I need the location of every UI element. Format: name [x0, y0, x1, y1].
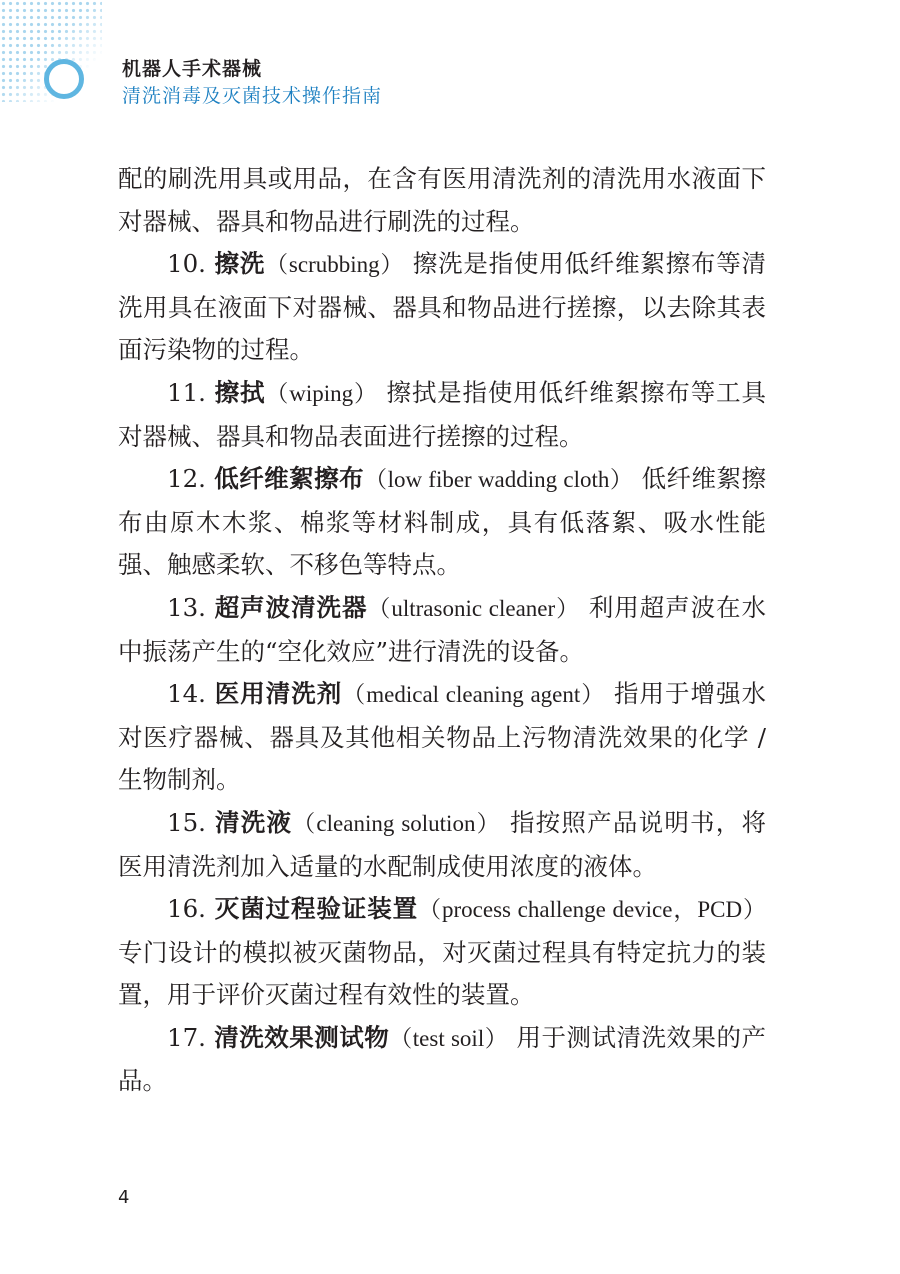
entry-number: 11.: [167, 377, 206, 407]
entry-english: （cleaning solution）: [292, 810, 501, 836]
entry-english: （scrubbing）: [265, 252, 405, 278]
entry-number: 16.: [167, 894, 206, 924]
entry-definition: 专门设计的模拟被灭菌物品，对灭菌过程具有特定抗力的装置，用于评价灭菌过程有效性的装置。: [118, 937, 766, 1010]
entry-term: 低纤维絮擦布: [214, 464, 365, 494]
term-entry: [118, 888, 766, 1017]
term-entry: [118, 587, 766, 673]
series-title: 机器人手术器械: [122, 58, 263, 80]
entry-english: （medical cleaning agent）: [342, 682, 606, 708]
entry-english: （test soil）: [389, 1025, 509, 1051]
entry-term: 清洗效果测试物: [214, 1022, 390, 1052]
entry-definition: 指用于增强水对医疗器械、器具及其他相关物品上污物清洗效果的化学 / 生物制剂。: [118, 679, 767, 795]
entry-definition: 擦拭是指使用低纤维絮擦布等工具对器械、器具和物品表面进行搓擦的过程。: [118, 377, 766, 451]
entry-definition: 擦洗是指使用低纤维絮擦布等清洗用具在液面下对器械、器具和物品进行搓擦，以去除其表面污染物的过程。: [118, 249, 766, 365]
page-number: 4: [118, 1187, 130, 1208]
entry-term: 清洗液: [215, 807, 293, 837]
term-entry: [118, 372, 766, 458]
entry-number: 14.: [167, 679, 206, 709]
intro-paragraph: 配的刷洗用具或用品，在含有医用清洗剂的清洗用水液面下对器械、器具和物品进行刷洗的过程。: [118, 164, 766, 236]
term-entry: [118, 243, 766, 372]
entry-term: 超声波清洗器: [214, 592, 368, 622]
entry-term: 灭菌过程验证装置: [214, 894, 419, 924]
entry-english: （ultrasonic cleaner）: [367, 595, 581, 621]
entry-english: （process challenge device，PCD）: [418, 897, 766, 923]
term-entry: [118, 802, 766, 888]
entry-definition: 低纤维絮擦布由原木木浆、棉浆等材料制成，具有低落絮、吸水性能强、触感柔软、不移色等特点。: [118, 464, 766, 580]
entry-term: 擦洗: [214, 249, 266, 279]
entry-number: 17.: [167, 1022, 206, 1052]
entry-definition: 用于测试清洗效果的产品。: [118, 1022, 767, 1096]
entry-number: 12.: [167, 464, 206, 494]
term-entry: [118, 458, 766, 587]
entry-term: 擦拭: [214, 377, 266, 407]
term-entry: [118, 1017, 766, 1103]
page-body: [118, 158, 766, 1103]
book-title: 清洗消毒及灭菌技术操作指南: [122, 85, 383, 107]
entry-english: （low fiber wadding cloth）: [364, 467, 634, 493]
entry-number: 10.: [167, 249, 206, 279]
entry-definition: 利用超声波在水中振荡产生的“空化效应”进行清洗的设备。: [118, 592, 767, 666]
entry-number: 13.: [167, 592, 206, 622]
entry-term: 医用清洗剂: [214, 679, 343, 709]
term-entry: [118, 673, 766, 802]
entry-english: （wiping）: [265, 380, 378, 406]
entry-definition: 指按照产品说明书，将医用清洗剂加入适量的水配制成使用浓度的液体。: [118, 807, 767, 881]
entry-number: 15.: [167, 807, 206, 837]
decorative-circle-icon: [44, 59, 84, 99]
